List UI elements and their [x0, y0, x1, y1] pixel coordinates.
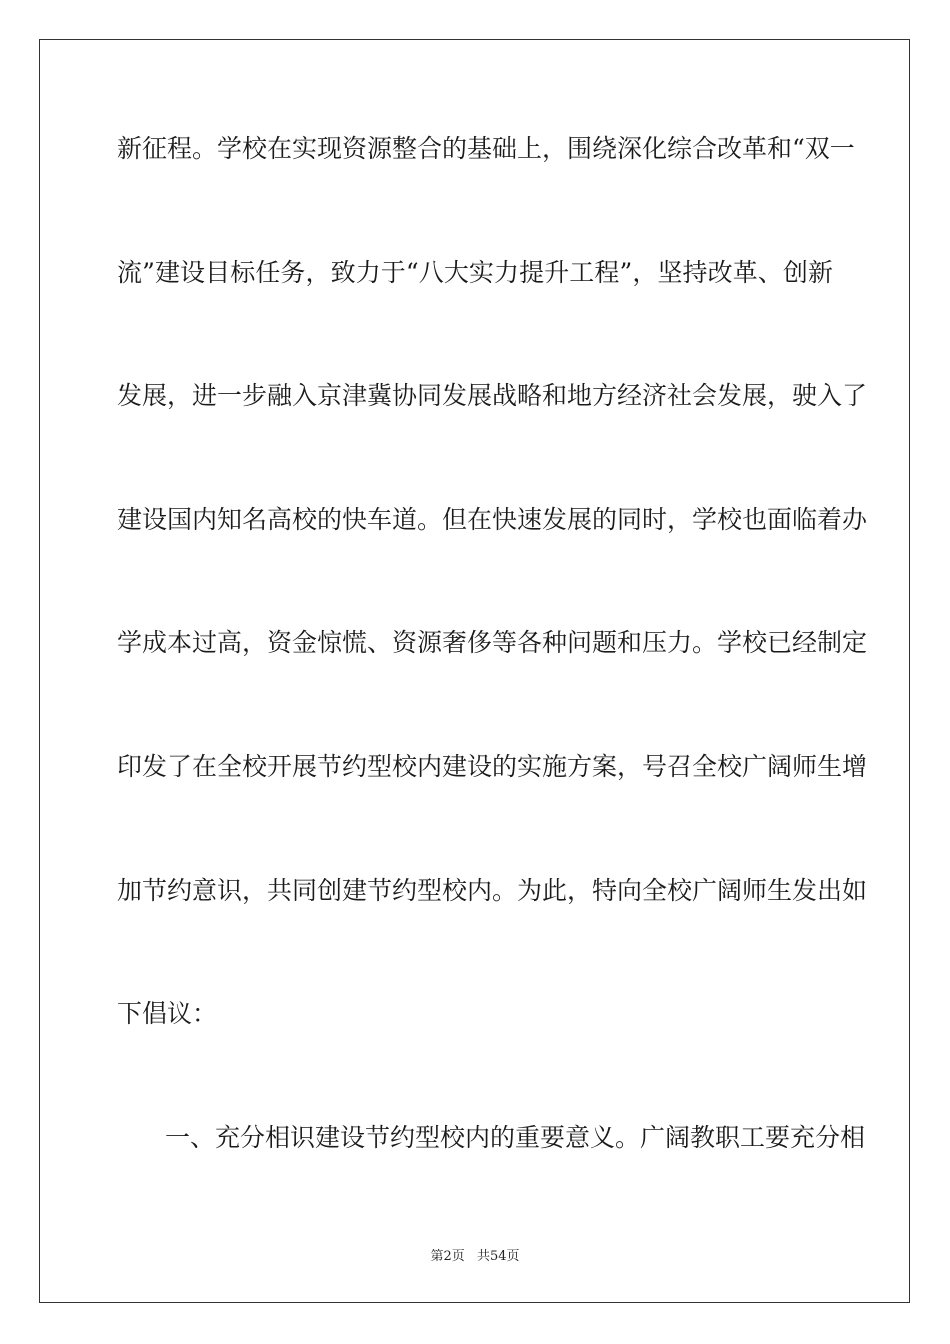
- body-line-4: 建设国内知名高校的快车道。但在快速发展的同时，学校也面临着办: [117, 505, 868, 534]
- page-total: 共54页: [476, 1249, 520, 1264]
- body-line-7: 加节约意识，共同创建节约型校内。为此，特向全校广阔师生发出如: [117, 876, 868, 905]
- body-line-8: 下倡议：: [117, 999, 218, 1028]
- page-border: [39, 39, 910, 1303]
- body-line-5: 学成本过高，资金惊慌、资源奢侈等各种问题和压力。学校已经制定: [117, 628, 868, 657]
- body-line-3: 发展，进一步融入京津冀协同发展战略和地方经济社会发展，驶入了: [117, 381, 868, 410]
- body-line-9: 一、充分相识建设节约型校内的重要意义。广阔教职工要充分相: [165, 1123, 866, 1152]
- body-line-1: 新征程。学校在实现资源整合的基础上，围绕深化综合改革和“双一: [117, 134, 855, 163]
- page-footer: [0, 1245, 950, 1264]
- body-line-6: 印发了在全校开展节约型校内建设的实施方案，号召全校广阔师生增: [117, 752, 868, 781]
- page-number: 第2页: [430, 1249, 465, 1264]
- body-line-2: 流”建设目标任务，致力于“八大实力提升工程”，坚持改革、创新: [117, 258, 833, 287]
